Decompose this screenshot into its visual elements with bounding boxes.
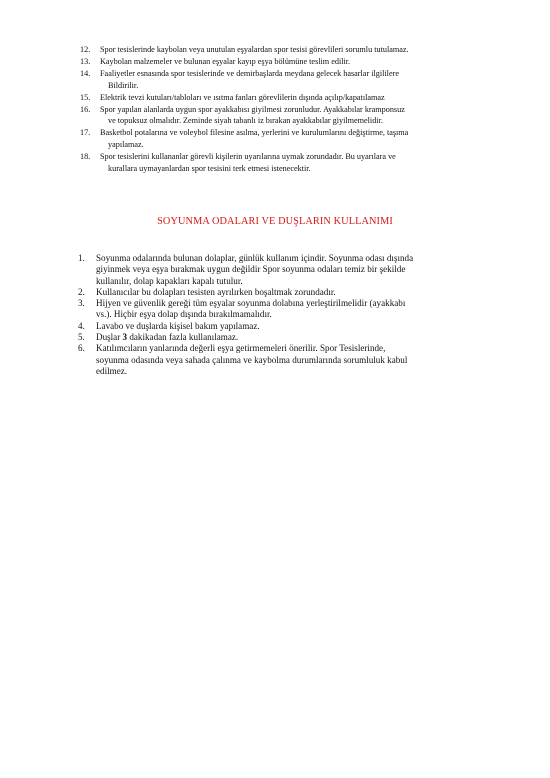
- rule-number: 17.: [80, 128, 91, 138]
- rule-text-continued: Bildirilir.: [108, 80, 139, 90]
- locker-room-rules-list: [78, 253, 484, 377]
- rule-item-13: [82, 56, 502, 68]
- rule-item-14: [82, 68, 502, 92]
- sports-facility-rules-list: [82, 44, 502, 175]
- rule-text-continued: kurallara uymayanlardan spor tesisini terk etmesi istenecektir.: [108, 164, 311, 174]
- rule-number: 13.: [80, 56, 91, 66]
- rule-text: Elektrik tevzi kutuları/tabloları ve ısıtma fanları görevlilerin dışında açılıp/kapatılamaz: [100, 92, 385, 102]
- rule-number: 2.: [78, 286, 85, 297]
- rule-text-start: Duşlar: [96, 332, 123, 343]
- rule-text: Spor yapılan alanlarda uygun spor ayakkabısı giyilmesi zorunludur. Ayakkabılar kramponsuz: [100, 104, 405, 114]
- section-heading: SOYUNMA ODALARI VE DUŞLARIN KULLANIMI: [157, 216, 393, 227]
- rule-text-continued: giyinmek veya eşya bırakmak uygun değildir Spor soyunma odaları temiz bir şekilde: [96, 264, 406, 275]
- rule-text-end: dakikadan fazla kullanılamaz.: [127, 332, 239, 343]
- rule-text: Soyunma odalarında bulunan dolaplar, günlük kullanım içindir. Soyunma odası dışında: [96, 253, 414, 263]
- rule-number: 15.: [80, 92, 91, 102]
- rule-text-continued: vs.). Hiçbir eşya dolap dışında bırakılmamalıdır.: [96, 309, 272, 320]
- rule-text: Basketbol potalarına ve voleybol filesine asılma, yerlerini ve kurulumlarını değiştirme, taşıma: [100, 128, 409, 138]
- rule-number: 18.: [80, 152, 91, 162]
- rule-text: Kullanıcılar bu dolapları tesisten ayrılırken boşaltmak zorundadır.: [96, 286, 336, 297]
- locker-rule-item-1: [78, 253, 484, 287]
- rule-item-16: [82, 104, 502, 128]
- rule-text: [96, 332, 484, 343]
- rule-number: 14.: [80, 68, 91, 78]
- locker-rule-item-2: [78, 287, 484, 298]
- rule-text: Spor tesislerinde kaybolan veya unutulan eşyalardan spor tesisi görevlileri sorumlu tutulamaz.: [100, 45, 409, 54]
- rule-text: Kaybolan malzemeler ve bulunan eşyalar kayıp eşya bölümüne teslim edilir.: [100, 56, 351, 66]
- rule-text: Faaliyetler esnasında spor tesislerinde ve demirbaşlarda meydana gelecek hasarlar ilgililere: [100, 68, 399, 78]
- rule-text: Spor tesislerini kullananlar görevli kişilerin uyarılarına uymak zorundadır. Bu uyarılara ve: [100, 152, 396, 162]
- rule-number: 5.: [78, 332, 85, 343]
- rule-text: Hijyen ve güvenlik gereği tüm eşyalar soyunma dolabına yerleştirilmelidir (ayakkabı: [96, 298, 406, 309]
- rule-number: 12.: [80, 45, 91, 54]
- locker-rule-item-4: [78, 321, 484, 332]
- locker-rule-item-6: [78, 343, 484, 377]
- locker-rule-item-5: [78, 332, 484, 343]
- shower-minutes-value: 3: [122, 332, 128, 343]
- rule-number: 4.: [78, 320, 85, 331]
- rule-text-continued: yapılamaz.: [108, 140, 144, 150]
- rule-item-17: [82, 127, 502, 151]
- rule-text-continued: soyunma odasında veya sahada çalınma ve kaybolma durumlarında sorumluluk kabul: [96, 354, 408, 365]
- rule-text: Katılımcıların yanlarında değerli eşya getirmemeleri önerilir. Spor Tesislerinde,: [96, 343, 386, 354]
- rule-text: Lavabo ve duşlarda kişisel bakım yapılamaz.: [96, 320, 260, 331]
- rule-text-continued: edilmez.: [96, 365, 128, 376]
- rule-text-continued: ve topuksuz olmalıdır. Zeminde siyah tabanlı iz bırakan ayakkabılar giyilmemelidir.: [108, 116, 383, 126]
- rule-number: 3.: [78, 298, 85, 309]
- rule-number: 16.: [80, 104, 91, 114]
- locker-rule-item-3: [78, 298, 484, 321]
- rule-number: 6.: [78, 343, 85, 354]
- rule-text-continued: kullanılır, dolap kapakları kapalı tutulur.: [96, 275, 243, 286]
- rule-number: 1.: [78, 253, 85, 263]
- rule-item-15: [82, 92, 502, 104]
- rule-item-12: [82, 44, 502, 56]
- rule-item-18: [82, 151, 502, 175]
